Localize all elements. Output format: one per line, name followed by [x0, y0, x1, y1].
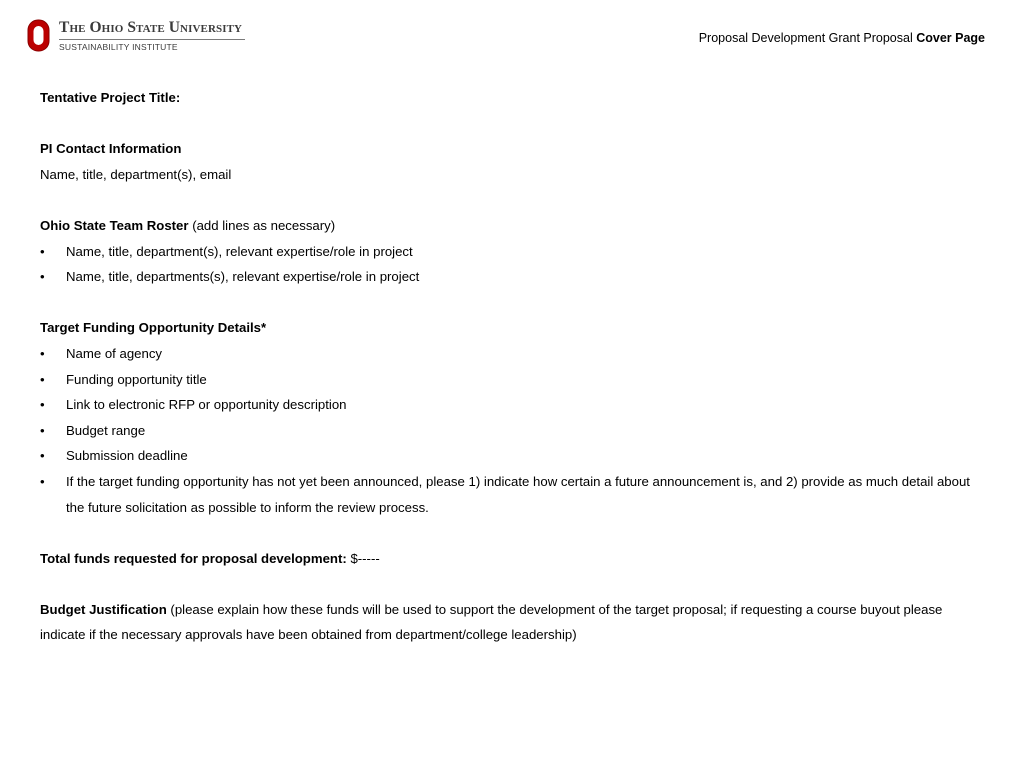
pi-contact-text: Name, title, department(s), email — [40, 166, 232, 182]
total-funds-value: $----- — [350, 550, 380, 566]
funding-item-text: Submission deadline — [66, 448, 188, 464]
list-item — [40, 418, 980, 444]
university-name: The Ohio State University — [59, 19, 243, 36]
funding-item-text: Budget range — [66, 422, 146, 438]
funding-details-heading: Target Funding Opportunity Details* — [40, 320, 267, 336]
bullet-icon: • — [40, 371, 45, 387]
page-header — [0, 0, 1024, 70]
bullet-icon: • — [40, 473, 45, 489]
funding-item-text: Funding opportunity title — [66, 371, 207, 387]
bullet-icon: • — [40, 243, 45, 259]
list-item — [40, 469, 980, 520]
budget-justification-paragraph — [40, 597, 980, 648]
list-item — [40, 443, 980, 469]
pi-contact-heading: PI Contact Information — [40, 141, 182, 157]
bullet-icon: • — [40, 397, 45, 413]
document-title — [699, 31, 985, 46]
list-item — [40, 264, 980, 290]
bullet-icon: • — [40, 345, 45, 361]
funding-item-text: Link to electronic RFP or opportunity description — [66, 397, 347, 413]
list-item — [40, 392, 980, 418]
list-item — [40, 341, 980, 367]
team-roster-heading: Ohio State Team Roster — [40, 217, 189, 233]
roster-item-text: Name, title, departments(s), relevant expertise/role in project — [66, 269, 420, 285]
funding-item-text: Name of agency — [66, 345, 163, 361]
budget-justification-heading: Budget Justification — [40, 601, 167, 617]
total-funds-line — [40, 546, 980, 572]
cover-page-body — [40, 85, 980, 648]
budget-justification-text: (please explain how these funds will be used to support the development of the target proposal; if requesting a course buyout please indicate if the necessary approvals have been obtained from department/college leadership) — [40, 601, 943, 643]
institute-name: SUSTAINABILITY INSTITUTE — [59, 42, 178, 52]
list-item — [40, 239, 980, 265]
project-title-heading: Tentative Project Title: — [40, 90, 181, 105]
bullet-icon: • — [40, 269, 45, 285]
total-funds-heading: Total funds requested for proposal development: — [40, 550, 347, 566]
logo-divider — [59, 39, 245, 40]
list-item — [40, 367, 980, 393]
team-roster-note: (add lines as necessary) — [192, 217, 336, 233]
document-title-bold: Cover Page — [916, 31, 985, 45]
osu-sustainability-logo — [27, 19, 252, 55]
block-o-icon — [27, 19, 50, 52]
funding-item-text: If the target funding opportunity has not yet been announced, please 1) indicate how certain a future announcement is, and 2) provide as much detail about the future solicitation as possible to inform the review process. — [66, 473, 970, 515]
bullet-icon: • — [40, 448, 45, 464]
document-title-regular: Proposal Development Grant Proposal — [698, 31, 913, 45]
team-roster-heading-line — [40, 213, 980, 239]
roster-item-text: Name, title, department(s), relevant expertise/role in project — [66, 243, 413, 259]
bullet-icon: • — [40, 422, 45, 438]
